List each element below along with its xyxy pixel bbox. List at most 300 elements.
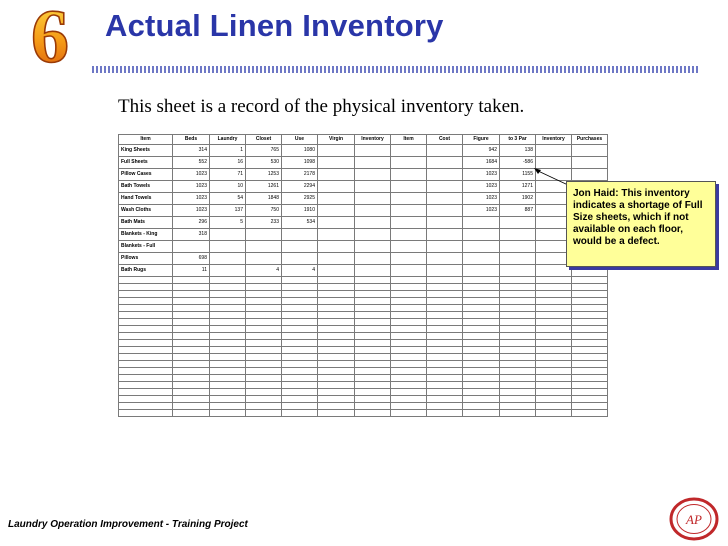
empty-cell — [119, 298, 173, 305]
empty-cell — [355, 382, 391, 389]
empty-cell — [500, 312, 536, 319]
company-seal-logo — [668, 496, 720, 542]
table-cell — [246, 229, 282, 241]
empty-cell — [427, 354, 463, 361]
empty-cell — [246, 326, 282, 333]
empty-cell — [246, 396, 282, 403]
table-cell: 1910 — [282, 205, 318, 217]
empty-cell — [572, 347, 608, 354]
empty-cell — [391, 368, 427, 375]
empty-cell — [536, 284, 572, 291]
empty-cell — [318, 396, 355, 403]
column-header: Laundry — [210, 135, 246, 145]
empty-cell — [246, 382, 282, 389]
empty-cell — [427, 333, 463, 340]
empty-cell — [463, 354, 500, 361]
empty-cell — [282, 382, 318, 389]
empty-cell — [282, 347, 318, 354]
empty-cell — [173, 354, 210, 361]
empty-cell — [391, 298, 427, 305]
empty-cell — [572, 284, 608, 291]
table-cell — [536, 145, 572, 157]
empty-cell — [246, 291, 282, 298]
row-item-name: Hand Towels — [119, 193, 173, 205]
table-cell: 137 — [210, 205, 246, 217]
empty-table-row — [119, 284, 608, 291]
empty-cell — [282, 340, 318, 347]
table-cell: 1684 — [463, 157, 500, 169]
table-cell — [210, 253, 246, 265]
table-cell — [246, 241, 282, 253]
table-cell — [391, 157, 427, 169]
empty-cell — [210, 361, 246, 368]
table-cell: 296 — [173, 217, 210, 229]
table-row — [119, 205, 608, 217]
column-header: Item — [391, 135, 427, 145]
empty-cell — [572, 340, 608, 347]
table-cell: 552 — [173, 157, 210, 169]
empty-cell — [318, 277, 355, 284]
empty-cell — [536, 396, 572, 403]
empty-cell — [463, 375, 500, 382]
table-cell — [391, 169, 427, 181]
empty-cell — [572, 305, 608, 312]
empty-cell — [572, 333, 608, 340]
empty-cell — [246, 375, 282, 382]
row-item-name: Blankets - King — [119, 229, 173, 241]
table-cell — [463, 265, 500, 277]
table-cell — [318, 217, 355, 229]
empty-cell — [463, 347, 500, 354]
table-cell — [318, 205, 355, 217]
empty-cell — [210, 277, 246, 284]
empty-cell — [427, 347, 463, 354]
empty-cell — [427, 319, 463, 326]
empty-cell — [391, 340, 427, 347]
empty-cell — [173, 410, 210, 417]
table-cell — [210, 241, 246, 253]
table-cell — [318, 229, 355, 241]
empty-cell — [355, 284, 391, 291]
empty-cell — [572, 410, 608, 417]
empty-cell — [282, 410, 318, 417]
empty-cell — [119, 382, 173, 389]
empty-cell — [246, 354, 282, 361]
empty-cell — [119, 368, 173, 375]
empty-cell — [355, 333, 391, 340]
table-cell: 534 — [282, 217, 318, 229]
table-cell: 1023 — [173, 193, 210, 205]
table-cell — [391, 193, 427, 205]
empty-cell — [355, 319, 391, 326]
table-cell: 1023 — [463, 193, 500, 205]
empty-cell — [282, 277, 318, 284]
table-cell — [572, 157, 608, 169]
empty-cell — [572, 354, 608, 361]
table-cell: 942 — [463, 145, 500, 157]
empty-cell — [173, 403, 210, 410]
empty-cell — [391, 361, 427, 368]
table-cell — [427, 181, 463, 193]
empty-cell — [463, 312, 500, 319]
table-cell: 1098 — [282, 157, 318, 169]
empty-cell — [500, 291, 536, 298]
table-cell: 10 — [210, 181, 246, 193]
callout-text: Jon Haid: This inventory indicates a shortage of Full Size sheets, which if not available on each floor, would be a defect. — [573, 188, 703, 247]
empty-cell — [500, 340, 536, 347]
empty-cell — [119, 291, 173, 298]
empty-cell — [282, 396, 318, 403]
empty-cell — [282, 333, 318, 340]
empty-cell — [173, 312, 210, 319]
seal-initials: AP — [686, 512, 702, 527]
table-cell: 11 — [173, 265, 210, 277]
table-cell — [318, 145, 355, 157]
empty-cell — [210, 340, 246, 347]
column-header: to 3 Par — [500, 135, 536, 145]
empty-table-row — [119, 410, 608, 417]
table-cell — [500, 265, 536, 277]
empty-cell — [210, 382, 246, 389]
empty-cell — [536, 333, 572, 340]
empty-cell — [282, 361, 318, 368]
empty-cell — [246, 389, 282, 396]
empty-cell — [500, 305, 536, 312]
empty-cell — [572, 375, 608, 382]
empty-cell — [536, 277, 572, 284]
table-cell: 54 — [210, 193, 246, 205]
table-cell — [427, 145, 463, 157]
empty-cell — [536, 368, 572, 375]
empty-cell — [210, 305, 246, 312]
table-cell — [355, 169, 391, 181]
table-cell — [318, 265, 355, 277]
table-body — [119, 145, 608, 417]
table-cell: 1902 — [500, 193, 536, 205]
table-cell — [536, 169, 572, 181]
empty-cell — [119, 361, 173, 368]
comment-callout — [566, 181, 716, 267]
table-cell: 318 — [173, 229, 210, 241]
empty-cell — [572, 396, 608, 403]
empty-cell — [355, 291, 391, 298]
empty-cell — [282, 298, 318, 305]
empty-cell — [391, 333, 427, 340]
empty-table-row — [119, 396, 608, 403]
table-cell: 2178 — [282, 169, 318, 181]
empty-cell — [572, 326, 608, 333]
table-cell — [427, 157, 463, 169]
empty-cell — [536, 340, 572, 347]
column-header: Beds — [173, 135, 210, 145]
empty-cell — [246, 277, 282, 284]
table-row — [119, 145, 608, 157]
empty-cell — [391, 312, 427, 319]
empty-cell — [210, 347, 246, 354]
empty-cell — [119, 347, 173, 354]
empty-cell — [173, 319, 210, 326]
empty-cell — [246, 319, 282, 326]
empty-cell — [355, 410, 391, 417]
empty-cell — [355, 312, 391, 319]
table-cell: 1023 — [463, 181, 500, 193]
empty-table-row — [119, 340, 608, 347]
empty-cell — [210, 403, 246, 410]
empty-cell — [173, 333, 210, 340]
empty-cell — [355, 277, 391, 284]
empty-cell — [427, 326, 463, 333]
empty-cell — [391, 382, 427, 389]
empty-cell — [246, 410, 282, 417]
empty-table-row — [119, 361, 608, 368]
table-cell: 887 — [500, 205, 536, 217]
empty-cell — [246, 312, 282, 319]
empty-cell — [355, 389, 391, 396]
table-cell: -586 — [500, 157, 536, 169]
empty-cell — [536, 347, 572, 354]
empty-cell — [246, 305, 282, 312]
table-cell — [500, 253, 536, 265]
empty-cell — [463, 277, 500, 284]
table-cell — [282, 253, 318, 265]
empty-cell — [210, 410, 246, 417]
empty-table-row — [119, 347, 608, 354]
empty-cell — [427, 361, 463, 368]
table-cell — [463, 217, 500, 229]
empty-cell — [282, 354, 318, 361]
empty-cell — [536, 410, 572, 417]
table-cell: 1271 — [500, 181, 536, 193]
table-cell — [210, 265, 246, 277]
empty-cell — [173, 305, 210, 312]
empty-table-row — [119, 326, 608, 333]
empty-cell — [173, 368, 210, 375]
empty-cell — [282, 368, 318, 375]
empty-cell — [463, 333, 500, 340]
empty-cell — [282, 403, 318, 410]
empty-cell — [572, 277, 608, 284]
empty-cell — [536, 375, 572, 382]
empty-cell — [173, 389, 210, 396]
table-row — [119, 181, 608, 193]
table-cell — [355, 265, 391, 277]
empty-cell — [246, 368, 282, 375]
empty-cell — [572, 382, 608, 389]
empty-cell — [355, 403, 391, 410]
column-header: Use — [282, 135, 318, 145]
empty-cell — [427, 368, 463, 375]
column-header: Purchases — [572, 135, 608, 145]
empty-table-row — [119, 403, 608, 410]
table-cell — [463, 241, 500, 253]
empty-cell — [536, 403, 572, 410]
empty-cell — [536, 389, 572, 396]
empty-cell — [536, 305, 572, 312]
table-cell: 1023 — [173, 205, 210, 217]
empty-cell — [391, 410, 427, 417]
table-cell — [318, 241, 355, 253]
table-cell — [355, 193, 391, 205]
table-cell: 4 — [246, 265, 282, 277]
empty-cell — [536, 354, 572, 361]
empty-cell — [210, 375, 246, 382]
empty-cell — [119, 340, 173, 347]
empty-cell — [318, 354, 355, 361]
empty-cell — [119, 389, 173, 396]
empty-cell — [572, 403, 608, 410]
empty-cell — [318, 403, 355, 410]
empty-cell — [463, 389, 500, 396]
table-cell: 314 — [173, 145, 210, 157]
empty-cell — [210, 298, 246, 305]
empty-cell — [318, 305, 355, 312]
table-cell — [318, 169, 355, 181]
empty-cell — [119, 396, 173, 403]
row-item-name: Blankets - Full — [119, 241, 173, 253]
empty-cell — [246, 333, 282, 340]
table-cell: 1023 — [173, 169, 210, 181]
empty-cell — [500, 361, 536, 368]
empty-cell — [500, 396, 536, 403]
section-number-six-logo — [16, 0, 86, 72]
table-cell — [463, 229, 500, 241]
table-cell — [318, 181, 355, 193]
empty-cell — [463, 382, 500, 389]
table-cell: 530 — [246, 157, 282, 169]
empty-cell — [119, 312, 173, 319]
table-cell: 71 — [210, 169, 246, 181]
empty-cell — [355, 354, 391, 361]
empty-cell — [119, 403, 173, 410]
empty-cell — [536, 326, 572, 333]
table-cell: 1023 — [463, 205, 500, 217]
table-header-row — [119, 135, 608, 145]
empty-cell — [500, 375, 536, 382]
table-row — [119, 253, 608, 265]
table-cell — [355, 145, 391, 157]
empty-cell — [282, 312, 318, 319]
empty-cell — [572, 312, 608, 319]
empty-cell — [536, 291, 572, 298]
column-header: Cost — [427, 135, 463, 145]
empty-cell — [246, 347, 282, 354]
row-item-name: King Sheets — [119, 145, 173, 157]
table-cell — [355, 157, 391, 169]
empty-cell — [463, 403, 500, 410]
column-header: Closet — [246, 135, 282, 145]
empty-cell — [119, 305, 173, 312]
empty-cell — [246, 403, 282, 410]
empty-cell — [173, 375, 210, 382]
empty-cell — [318, 361, 355, 368]
table-cell — [355, 241, 391, 253]
empty-cell — [173, 298, 210, 305]
empty-cell — [282, 375, 318, 382]
empty-cell — [355, 340, 391, 347]
empty-cell — [173, 347, 210, 354]
table-cell: 765 — [246, 145, 282, 157]
table-cell — [246, 253, 282, 265]
row-item-name: Bath Rugs — [119, 265, 173, 277]
empty-cell — [500, 319, 536, 326]
empty-cell — [210, 389, 246, 396]
empty-cell — [427, 382, 463, 389]
table-cell — [355, 253, 391, 265]
table-cell: 138 — [500, 145, 536, 157]
empty-cell — [391, 375, 427, 382]
empty-cell — [500, 354, 536, 361]
row-item-name: Pillows — [119, 253, 173, 265]
table-cell — [318, 157, 355, 169]
empty-cell — [391, 305, 427, 312]
empty-cell — [572, 361, 608, 368]
empty-cell — [500, 284, 536, 291]
table-cell — [427, 169, 463, 181]
table-row — [119, 169, 608, 181]
empty-cell — [318, 319, 355, 326]
table-cell — [282, 229, 318, 241]
empty-cell — [318, 326, 355, 333]
table-cell — [355, 217, 391, 229]
empty-cell — [355, 326, 391, 333]
table-cell: 698 — [173, 253, 210, 265]
empty-cell — [119, 354, 173, 361]
table-row — [119, 193, 608, 205]
empty-cell — [427, 277, 463, 284]
empty-cell — [318, 375, 355, 382]
empty-cell — [119, 277, 173, 284]
table-cell — [536, 157, 572, 169]
table-cell — [391, 145, 427, 157]
empty-cell — [318, 410, 355, 417]
table-row — [119, 217, 608, 229]
column-header: Virgin — [318, 135, 355, 145]
empty-cell — [210, 291, 246, 298]
table-cell — [427, 253, 463, 265]
table-cell: 1080 — [282, 145, 318, 157]
table-cell: 5 — [210, 217, 246, 229]
table-cell: 1 — [210, 145, 246, 157]
page-subtitle: This sheet is a record of the physical inventory taken. — [118, 96, 525, 117]
empty-cell — [173, 277, 210, 284]
table-cell: 2294 — [282, 181, 318, 193]
empty-cell — [427, 410, 463, 417]
empty-table-row — [119, 298, 608, 305]
empty-cell — [318, 368, 355, 375]
empty-cell — [391, 284, 427, 291]
empty-cell — [500, 277, 536, 284]
empty-cell — [246, 298, 282, 305]
empty-cell — [119, 333, 173, 340]
empty-cell — [173, 382, 210, 389]
empty-table-row — [119, 382, 608, 389]
empty-cell — [427, 284, 463, 291]
empty-cell — [355, 361, 391, 368]
table-cell: 1023 — [173, 181, 210, 193]
empty-table-row — [119, 333, 608, 340]
empty-cell — [318, 284, 355, 291]
empty-cell — [210, 284, 246, 291]
table-cell: 233 — [246, 217, 282, 229]
empty-table-row — [119, 305, 608, 312]
table-cell — [572, 145, 608, 157]
empty-cell — [500, 326, 536, 333]
empty-cell — [463, 305, 500, 312]
empty-cell — [463, 326, 500, 333]
empty-cell — [427, 291, 463, 298]
empty-cell — [210, 319, 246, 326]
empty-cell — [173, 326, 210, 333]
